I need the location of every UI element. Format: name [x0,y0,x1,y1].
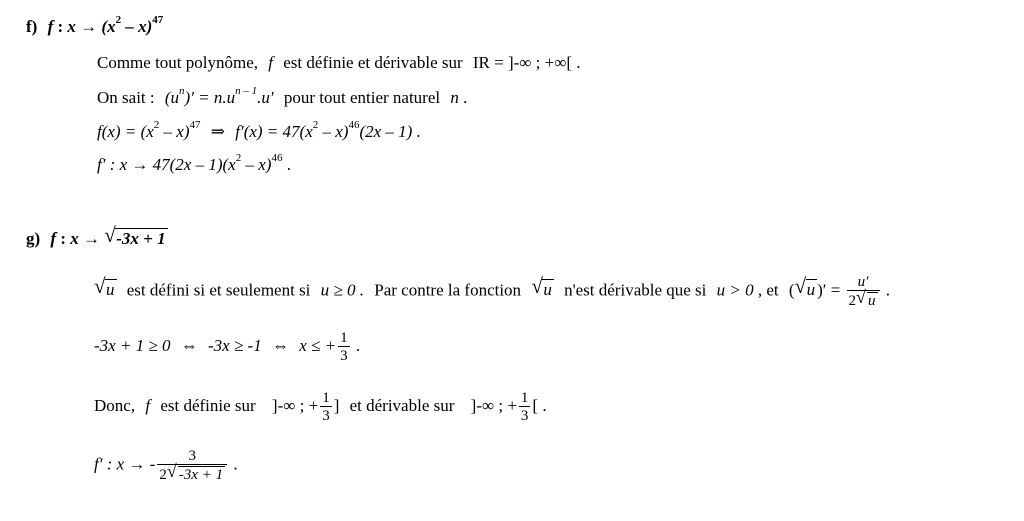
part-f-line3-a2: 2 [153,119,160,132]
part-f-line3-c2: 2 [312,119,319,132]
part-f-line2-fn: n [179,85,185,98]
part-g-line2-frac-num: 1 [340,330,348,346]
part-g-line2-end: . [355,335,361,355]
part-f-line2-mid: pour tout entier naturel [283,88,441,107]
part-f-line3-b47: 47 [189,119,201,132]
fraction [847,274,880,309]
part-g-line1-deriv-sqrt: u [806,280,816,300]
part-g-line4-a: f′ : x → - [94,454,156,474]
sqrt-sign-icon: √ u [531,274,552,300]
part-f-line4-a2: 2 [235,152,242,165]
part-f-line1 [97,53,581,73]
part-g-line1-frac-den-pre: 2 [848,293,857,309]
part-f-line1-mid: est définie et dérivable sur [283,53,463,72]
part-f-fn: f [47,17,54,36]
part-f-line3 [97,119,421,142]
part-f-line2 [97,85,468,108]
part-f-heading [26,14,164,37]
part-g-line1-frac-den-sqrt: u [868,293,876,309]
part-f-colon: : [57,17,64,36]
part-g-line3-int1-num: 1 [322,390,330,406]
part-g-line1-end: . [885,280,891,300]
sqrt-sign-icon: √ u [94,274,115,300]
part-g-line2-c: x ≤ + [299,335,337,355]
part-g-line4-frac-den-sqrt: -3x + 1 [178,467,224,483]
part-g-line3-int1-den: 3 [322,408,330,424]
part-g-line1-sqrt2: u [543,280,552,300]
part-f-line4-end: . [286,155,291,174]
part-g-line1-sqrt: u [106,280,115,300]
part-f-line2-fb: )′ = n.u [184,88,236,107]
part-f-line4 [97,152,291,175]
part-g-line2-a: -3x + 1 ≥ 0 [94,335,171,355]
part-g-line4-end: . [233,454,238,474]
part-g-label: g) [26,229,41,248]
part-g-line1-cond: u ≥ 0 . [320,280,364,300]
part-g-line3 [94,390,547,424]
fraction [320,390,332,424]
sqrt-sign-icon: √ -3x + 1 [166,461,224,483]
part-f-arrow: → [80,17,98,36]
part-g-line3-int1-post: ] [333,395,340,415]
part-g-line2-frac-den: 3 [340,348,348,364]
part-f-line3-e: (2x – 1) . [359,122,421,141]
part-g-line3-int2-post: [ . [532,395,547,415]
part-g-radicand: -3x + 1 [116,229,166,248]
part-f-line2-end: . [463,88,468,107]
part-g-line3-int1-pre: ]-∞ ; + [271,395,319,415]
part-f-line3-a: f(x) = (x [97,122,154,141]
part-f-line2-pre: On sait : [97,88,155,107]
part-f-line3-implies: ⇒ [210,122,225,141]
part-g-line3-int2-den: 3 [520,408,529,424]
part-g-line1-b: Par contre la fonction [374,280,522,300]
part-g-line3-int2-num: 1 [520,390,529,406]
part-g-line1-a: est défini si et seulement si [126,280,311,300]
part-g-line3-int2-pre: ]-∞ ; + [470,395,517,415]
part-g-heading [26,223,168,249]
part-g-line1-frac-num: u′ [857,274,869,290]
part-g-var: x [70,229,79,248]
part-f-expr-tail: – x) [125,17,153,36]
part-f-line4-b: – x) [245,155,272,174]
sqrt-sign-icon: √ u [794,274,816,300]
part-f-line2-n: n [450,88,459,107]
fraction [338,330,350,364]
part-f-line3-b: – x) [163,122,190,141]
part-f-exp47: 47 [152,14,164,27]
part-f-exp2: 2 [115,14,122,27]
part-g-line2 [94,330,360,364]
part-f-label: f) [26,17,38,36]
part-g-colon: : [60,229,67,248]
part-f-line2-fa: (u [164,88,180,107]
fraction [157,448,227,483]
part-g-line3-a: Donc, [94,395,136,415]
part-f-line4-a: f′ : x → 47(2x – 1)(x [97,155,236,174]
part-f-line1-pre: Comme tout polynôme, [97,53,259,72]
part-g-line2-b: -3x ≥ -1 [208,335,262,355]
part-f-line3-d: – x) [322,122,349,141]
part-f-line1-set: IR = ]-∞ ; +∞[ . [472,53,581,72]
part-f-line3-d46: 46 [348,119,360,132]
part-g-fn: f [50,229,57,248]
part-g-line3-f: f [145,395,151,415]
part-g-line2-eq1: ⇔ [180,335,198,355]
part-g-arrow: → [83,229,101,248]
part-g-line1-c: n'est dérivable que si [564,280,707,300]
part-g-line4-frac-den-pre: 2 [159,467,167,483]
part-g-line2-eq2: ⇔ [271,335,289,355]
part-f-line4-b46: 46 [271,152,283,165]
part-g-line3-b: est définie sur [160,395,256,415]
part-g-line1-deriv-open: ( [788,280,795,300]
part-g-line4-frac-num: 3 [188,448,196,464]
part-g-line3-c: et dérivable sur [349,395,455,415]
fraction [519,390,531,424]
sqrt-sign-icon: √ -3x + 1 [104,223,166,248]
part-f-line3-c: f′(x) = 47(x [235,122,313,141]
part-f-expr: (x [101,17,116,36]
part-g-line1-cond2: u > 0 , [716,280,763,300]
part-g-line1-d: et [766,280,779,300]
part-f-line2-fc: .u′ [257,88,274,107]
part-g-line4 [94,448,238,483]
part-f-var: x [67,17,76,36]
part-g-line1-deriv-close: )′ = [817,280,841,300]
part-f-line2-fn1: n – 1 [235,85,258,98]
part-f-line1-f: f [268,53,274,72]
sqrt-sign-icon: √ u [856,287,876,309]
part-g-line1 [94,274,890,309]
